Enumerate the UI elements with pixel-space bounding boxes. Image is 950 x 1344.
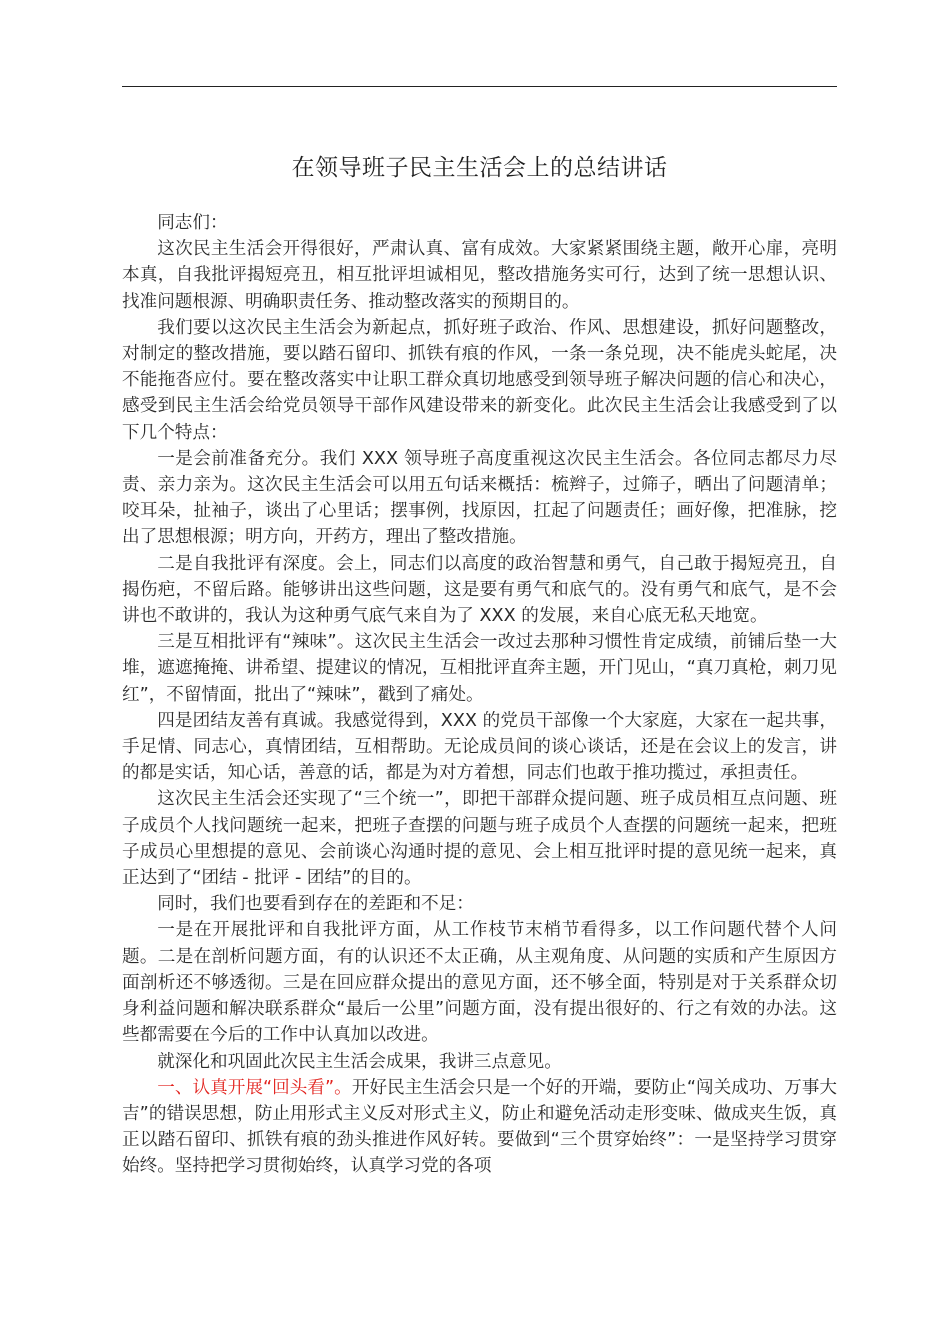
body-paragraph: 二是自我批评有深度。会上，同志们以高度的政治智慧和勇气，自己敢于揭短亮丑，自揭伤疤，不留后路。能够讲出这些问题，这是要有勇气和底气的。没有勇气和底气，是不会讲也不敢讲的，我认为这种勇气底气来自为了 XXX 的发展，来自心底无私天地宽。 bbox=[122, 553, 837, 627]
body-paragraph: 就深化和巩固此次民主生活会成果，我讲三点意见。 bbox=[157, 1051, 562, 1072]
document-body bbox=[122, 210, 837, 1180]
body-paragraph: 这次民主生活会还实现了“三个统一”，即把干部群众提问题、班子成员相互点问题、班子成员个人找问题统一起来，把班子查摆的问题与班子成员个人查摆的问题统一起来，把班子成员心里想提的意见、会前谈心沟通时提的意见、会上相互批评时提的意见统一起来，真正达到了“团结 - 批评 - 团结”的目的。 bbox=[122, 789, 837, 889]
salutation-paragraph: 同志们： bbox=[157, 213, 228, 233]
header-rule bbox=[122, 86, 837, 87]
document-title: 在领导班子民主生活会上的总结讲话 bbox=[291, 155, 668, 181]
section-paragraph bbox=[122, 1075, 837, 1180]
body-paragraph: 四是团结友善有真诚。我感觉得到，XXX 的党员干部像一个大家庭，大家在一起共事，手足情、同志心，真情团结，互相帮助。无论成员间的谈心谈话，还是在会议上的发言，讲的都是实话，知心话，善意的话，都是为对方着想，同志们也敢于推功揽过，承担责任。 bbox=[122, 710, 837, 784]
body-paragraph: 一是在开展批评和自我批评方面，从工作枝节末梢节看得多，以工作问题代替个人问题。二是在剖析问题方面，有的认识还不太正确，从主观角度、从问题的实质和产生原因方面剖析还不够透彻。三是在回应群众提出的意见方面，还不够全面，特别是对于关系群众切身利益问题和解决联系群众“最后一公里”问题方面，没有提出很好的、行之有效的办法。这些都需要在今后的工作中认真加以改进。 bbox=[122, 920, 837, 1046]
body-paragraph: 同时，我们也要看到存在的差距和不足： bbox=[157, 894, 474, 915]
body-paragraph: 一是会前准备充分。我们 XXX 领导班子高度重视这次民主生活会。各位同志都尽力尽责、亲力亲为。这次民主生活会可以用五句话来概括：梳辫子，过筛子，晒出了问题清单；咬耳朵，扯袖子，谈出了心里话；摆事例，找原因，扛起了问题责任；画好像，把准脉，挖出了思想根源；明方向，开药方，理出了整改措施。 bbox=[122, 448, 837, 548]
section-heading: 一、认真开展“回头看”。 bbox=[157, 1077, 352, 1098]
section-text: 开好民主生活会只是一个好的开端，要防止“闯关成功、万事大吉”的错误思想，防止用形式主义反对形式主义，防止和避免活动走形变味、做成夹生饭，真正以踏石留印、抓铁有痕的劲头推进作风好转。要做到“三个贯穿始终”：一是坚持学习贯穿始终。坚持把学习贯彻始终，认真学习党的各项 bbox=[122, 1077, 837, 1177]
body-paragraph: 三是互相批评有“辣味”。这次民主生活会一改过去那种习惯性肯定成绩，前铺后垫一大堆，遮遮掩掩、讲希望、提建议的情况，互相批评直奔主题，开门见山，“真刀真枪，刺刀见红”，不留情面，批出了“辣味”，戳到了痛处。 bbox=[122, 632, 837, 705]
body-paragraph: 我们要以这次民主生活会为新起点，抓好班子政治、作风、思想建设，抓好问题整改，对制定的整改措施，要以踏石留印、抓铁有痕的作风，一条一条兑现，决不能虎头蛇尾，决不能拖沓应付。要在整改落实中让职工群众真切地感受到领导班子解决问题的信心和决心，感受到民主生活会给党员领导干部作风建设带来的新变化。此次民主生活会让我感受到了以下几个特点： bbox=[122, 317, 837, 443]
body-paragraph: 这次民主生活会开得很好，严肃认真、富有成效。大家紧紧围绕主题，敞开心扉，亮明本真，自我批评揭短亮丑，相互批评坦诚相见，整改措施务实可行，达到了统一思想认识、找准问题根源、明确职责任务、推动整改落实的预期目的。 bbox=[122, 239, 837, 312]
